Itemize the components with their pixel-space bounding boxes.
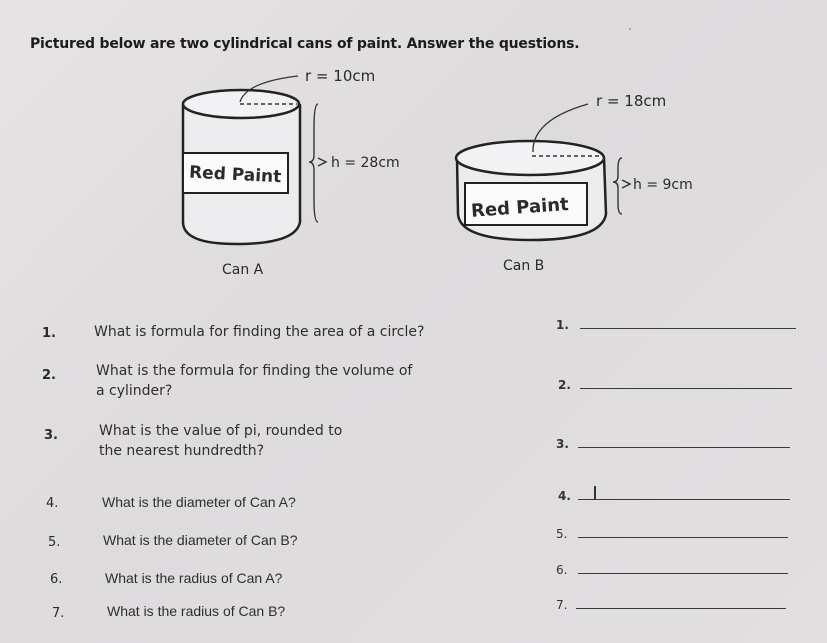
answer-number: 2. xyxy=(558,378,571,392)
can-a-height-label: h = 28cm xyxy=(331,155,400,171)
question-number: 2. xyxy=(42,368,56,383)
cylinders-figure xyxy=(0,0,827,300)
answer-blank[interactable] xyxy=(578,447,790,448)
can-b-caption: Can B xyxy=(503,258,545,274)
answer-blank[interactable] xyxy=(578,537,788,538)
question-text-continued: the nearest hundredth? xyxy=(99,443,265,459)
question-text: What is the diameter of Can B? xyxy=(103,532,298,548)
stray-mark: ˋ xyxy=(628,28,633,39)
question-text: What is formula for finding the area of a circle? xyxy=(94,324,425,340)
question-number: 5. xyxy=(48,535,61,550)
worksheet-title: Pictured below are two cylindrical cans of paint. Answer the questions. xyxy=(30,36,580,52)
question-text: What is the value of pi, rounded to xyxy=(99,423,343,439)
answer-number: 3. xyxy=(556,437,569,451)
answer-blank[interactable] xyxy=(580,328,796,329)
can-a-height-brace xyxy=(309,104,318,222)
question-number: 4. xyxy=(46,496,59,511)
answer-blank[interactable] xyxy=(578,499,790,500)
answer-blank[interactable] xyxy=(576,608,786,609)
question-text: What is the radius of Can B? xyxy=(107,603,286,619)
text-cursor xyxy=(594,486,596,500)
answer-number: 6. xyxy=(556,563,568,577)
answer-number: 1. xyxy=(556,318,569,332)
answer-number: 5. xyxy=(556,527,568,541)
question-text: What is the radius of Can A? xyxy=(105,570,283,586)
answer-number: 4. xyxy=(558,489,571,503)
question-number: 3. xyxy=(44,428,58,443)
can-a-diagram xyxy=(183,76,326,244)
can-a-paint-label: Red Paint xyxy=(188,162,282,188)
can-a-caption: Can A xyxy=(222,262,264,278)
can-a-radius-label: r = 10cm xyxy=(305,67,376,85)
question-number: 6. xyxy=(50,572,63,587)
answer-blank[interactable] xyxy=(580,388,792,389)
question-text: What is the formula for finding the volume of xyxy=(96,363,413,379)
answer-blank[interactable] xyxy=(578,573,788,574)
can-b-paint-label: Red Paint xyxy=(470,194,570,222)
question-text: What is the diameter of Can A? xyxy=(102,494,296,510)
can-b-height-label: h = 9cm xyxy=(633,177,693,193)
can-b-height-brace xyxy=(613,158,622,214)
question-number: 1. xyxy=(42,326,56,341)
answer-number: 7. xyxy=(556,598,568,612)
can-b-radius-label: r = 18cm xyxy=(596,92,667,110)
can-b-top xyxy=(456,141,604,175)
question-number: 7. xyxy=(52,606,65,621)
question-text-continued: a cylinder? xyxy=(96,383,173,399)
